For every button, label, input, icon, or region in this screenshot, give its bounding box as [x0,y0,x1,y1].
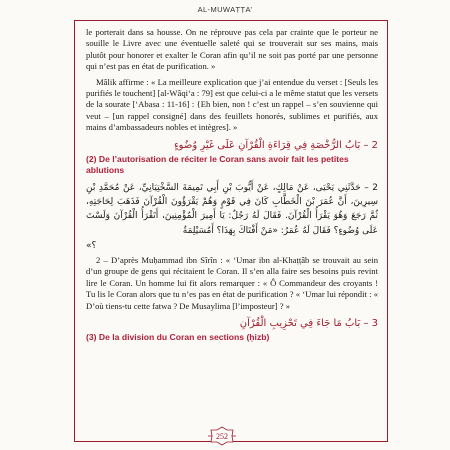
paragraph-malik: Mâlik affirme : « La meilleure explication que j’ai entendue du verset : [Seuls les purifiés le touchent] [al-Wâqi‘a : 79] est que celui-ci a le même statut que les versets de la sourate [‘Abasa : 11-16] : {Eh bien, non ! c’est un rappel – s’en souvienne qui veut – [un rappel consigné] dans des feuillets honorés, sublimes et purifiés, aux mains d’ambassadeurs nobles et intègres]. » [86,76,378,133]
hadith-2-translation: 2 – D’après Muḥammad ibn Sîrîn : « ‘Umar ibn al-Khaṭṭâb se trouvait au sein d’un groupe de gens qui récitaient le Coran. Il s’en alla faire ses besoins puis revint lire le Coran. Un homme lui fit alors remarquer : « Ô Commandeur des croyants ! Tu lis le Coran alors que tu n’es pas en état de purification ? « ‘Umar lui répondit : « D’où tiens-tu cette fatwa ? De Musaylima [l’imposteur] ? » [86,254,378,311]
chapter-2-arabic-heading: 2 – بَابُ الرُّخْصَةِ فِي قِرَاءَةِ الْقُرْآنِ عَلَى غَيْرِ وُضُوءٍ [173,139,378,151]
chapter-2-title: (2) De l’autorisation de réciter le Coran sans avoir fait les petites ablutions [86,154,349,176]
chapter-3-arabic-heading: 3 – بَابُ مَا جَاءَ فِي تَحْزِيبِ الْقُرْآنِ [239,317,378,329]
page-number [207,426,237,446]
chapter-3-title: (3) De la division du Coran en sections (ḥizb) [86,332,270,343]
running-title: AL-MUWAṬṬA’ [197,5,253,14]
paragraph-continuation: le porterait dans sa housse. On ne réprouve pas cela par crainte que le porteur ne souille le Livre avec une éventuelle saleté qui se trouverait sur ses mains, mais plutôt pour honorer et exalter le Coran afin qu’il ne soit pas porté par une personne qui n’est pas en état de purification. » [86,27,378,72]
hadith-2-arabic-end: ؟» [86,240,97,251]
page-number-label: 252 [216,431,228,441]
hadith-2-arabic: 2 – حَدَّثَنِي يَحْيَى، عَنْ مَالِكٍ، عَنْ أَيُّوبَ بْنِ أَبِي تَمِيمَةَ السَّخْتِيَانِيِّ، عَنْ مُحَمَّدِ بْنِ سِيرِينَ، أَنَّ عُمَرَ بْنَ الْخَطَّابِ كَانَ فِي قَوْمٍ وَهُمْ يَقْرَؤُونَ الْقُرْآنَ فَذَهَبَ لِحَاجَتِهِ، ثُمَّ رَجَعَ وَهُوَ يَقْرَأُ الْقُرْآنَ. فَقَالَ لَهُ رَجُلٌ: يَا أَمِيرَ الْمُؤْمِنِينَ، أَتَقْرَأُ الْقُرْآنَ وَلَسْتَ عَلَى وُضُوءٍ؟ فَقَالَ لَهُ عُمَرُ: «مَنْ أَفْتَاكَ بِهَذَا؟ أَمُسَيْلِمَةُ [86,183,378,236]
page-content [86,27,378,348]
